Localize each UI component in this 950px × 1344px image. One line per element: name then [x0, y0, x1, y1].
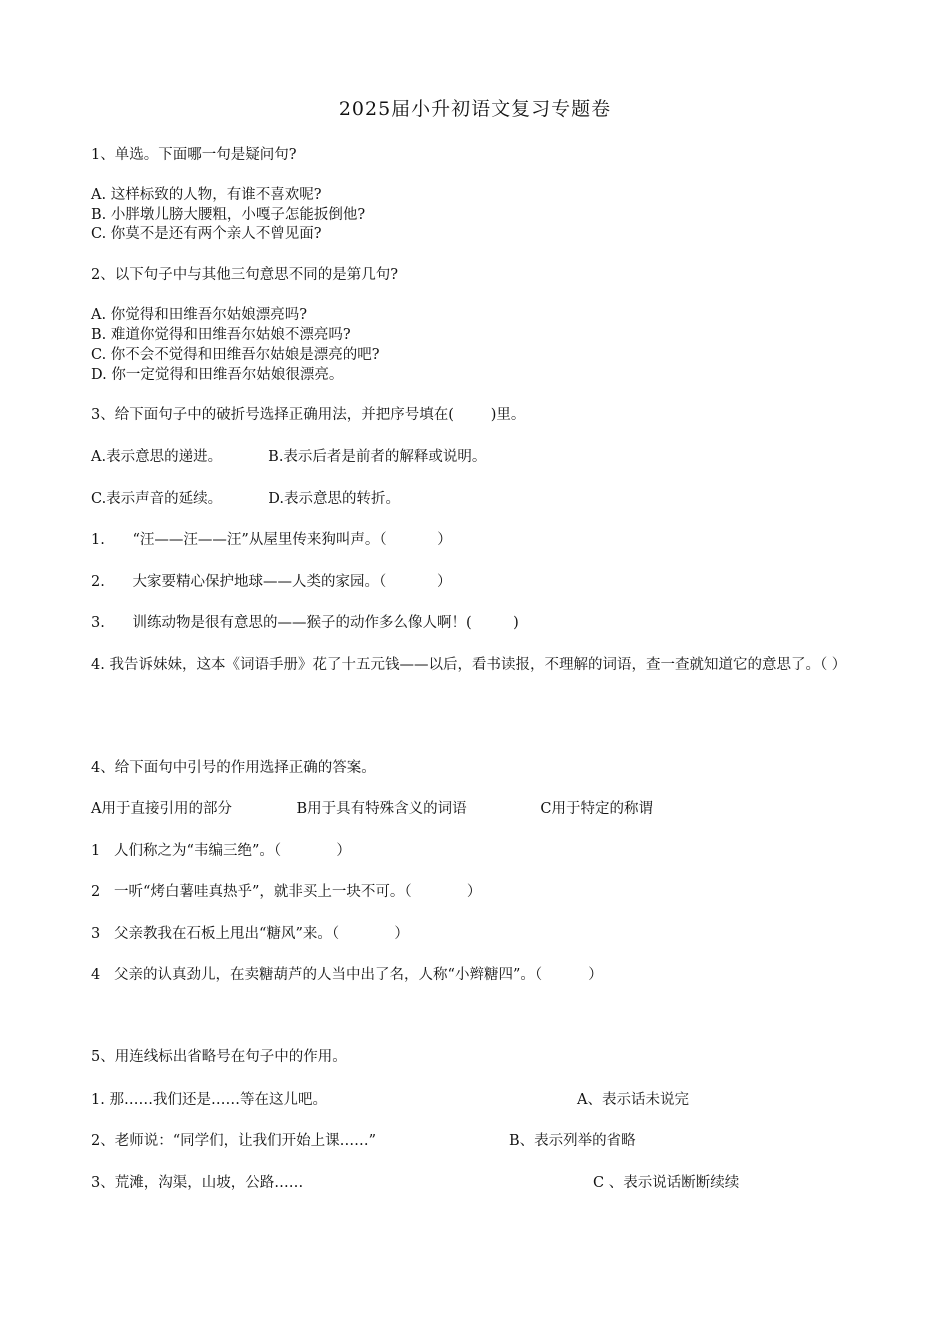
q4-choices: A用于直接引用的部分 B用于具有特殊含义的词语 C用于特定的称谓: [91, 801, 653, 817]
q5-left-1: 1. 那……我们还是……等在这儿吧。: [91, 1092, 327, 1108]
q4-item-4: 4 父亲的认真劲儿，在卖糖葫芦的人当中出了名，人称“小辫糖四”。（ ）: [91, 967, 603, 983]
q3-stem: 3、给下面句子中的破折号选择正确用法，并把序号填在( )里。: [91, 407, 526, 423]
q4-item-2: 2 一听“烤白薯哇真热乎”，就非买上一块不可。（ ）: [91, 884, 482, 900]
q5-right-b: B、表示列举的省略: [509, 1133, 636, 1149]
q2-stem: 2、以下句子中与其他三句意思不同的是第几句?: [91, 267, 398, 283]
q3-item-4: 4. 我告诉妹妹，这本《词语手册》花了十五元钱——以后，看书读报，不理解的词语，查一查就知道它的意思了。（ ）: [91, 657, 847, 673]
q5-left-2: 2、老师说：“同学们，让我们开始上课……”: [91, 1133, 377, 1149]
q5-left-3: 3、荒滩，沟渠，山坡，公路……: [91, 1175, 304, 1191]
q1-option-a: A. 这样标致的人物，有谁不喜欢呢?: [91, 187, 322, 203]
q3-choices-row2: C.表示声音的延续。 D.表示意思的转折。: [91, 491, 400, 507]
q4-item-3: 3 父亲教我在石板上甩出“糖风”来。（ ）: [91, 926, 409, 942]
q5-right-c: C 、表示说话断断续续: [593, 1175, 740, 1191]
q2-option-d: D. 你一定觉得和田维吾尔姑娘很漂亮。: [91, 367, 344, 383]
q5-stem: 5、用连线标出省略号在句子中的作用。: [91, 1049, 347, 1065]
q2-option-a: A. 你觉得和田维吾尔姑娘漂亮吗?: [91, 307, 307, 323]
q4-stem: 4、给下面句中引号的作用选择正确的答案。: [91, 760, 376, 776]
q4-item-1: 1 人们称之为“韦编三绝”。（ ）: [91, 843, 351, 859]
q3-item-1: 1. “汪——汪——汪”从屋里传来狗叫声。（ ）: [91, 532, 452, 548]
q2-option-c: C. 你不会不觉得和田维吾尔姑娘是漂亮的吧?: [91, 347, 380, 363]
q1-option-b: B. 小胖墩儿膀大腰粗，小嘎子怎能扳倒他?: [91, 207, 366, 223]
page-title: 2025届小升初语文复习专题卷: [338, 98, 612, 120]
q1-option-c: C. 你莫不是还有两个亲人不曾见面?: [91, 226, 322, 242]
q1-stem: 1、单选。下面哪一句是疑问句?: [91, 147, 297, 163]
q3-choices-row1: A.表示意思的递进。 B.表示后者是前者的解释或说明。: [91, 449, 487, 465]
q2-option-b: B. 难道你觉得和田维吾尔姑娘不漂亮吗?: [91, 327, 351, 343]
q3-item-2: 2. 大家要精心保护地球——人类的家园。（ ）: [91, 574, 452, 590]
q5-right-a: A、表示话未说完: [577, 1092, 689, 1108]
q3-item-3: 3. 训练动物是很有意思的——猴子的动作多么像人啊！( ): [91, 615, 519, 631]
